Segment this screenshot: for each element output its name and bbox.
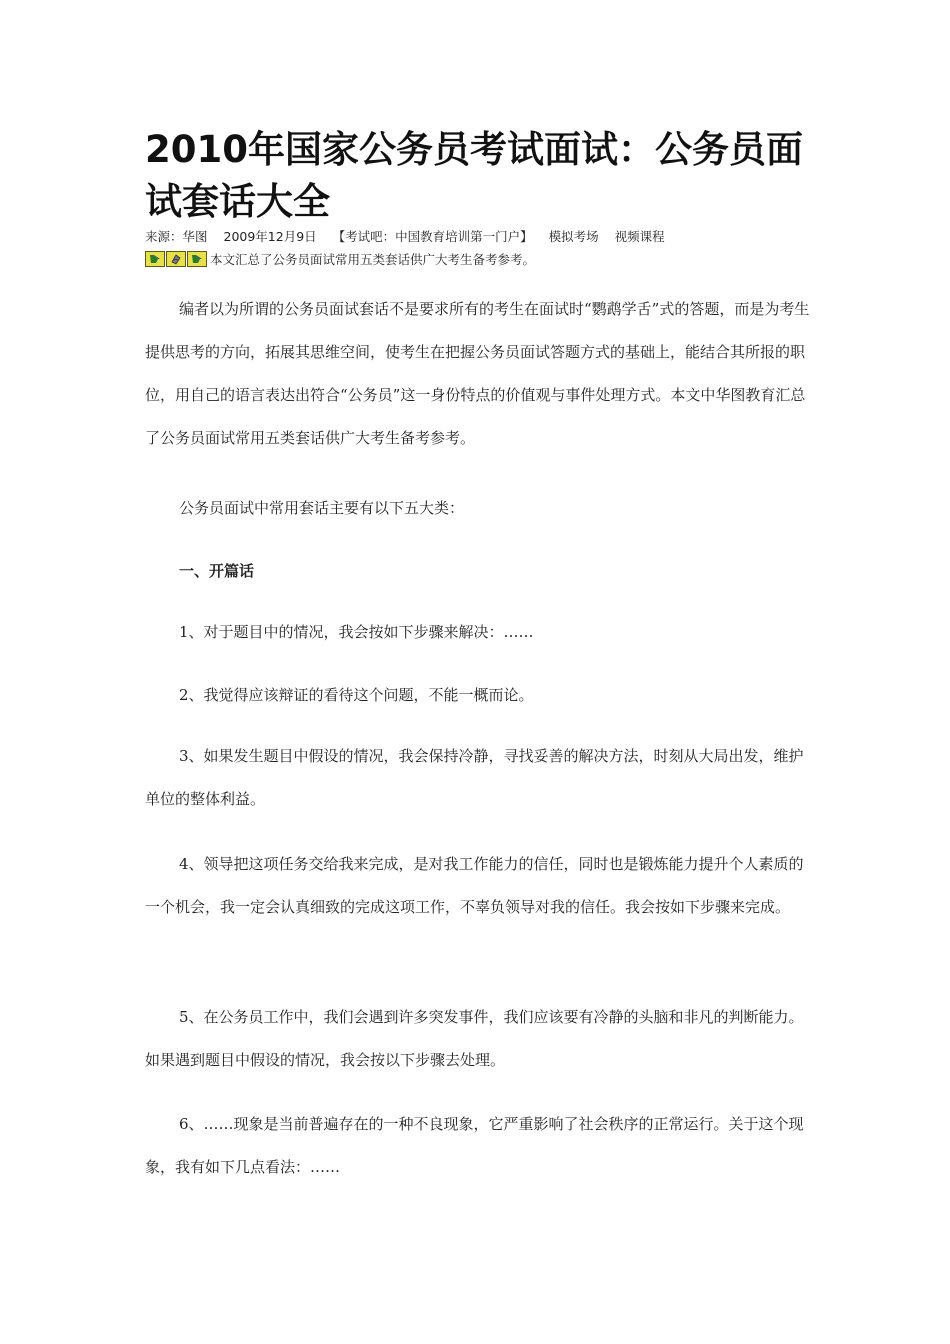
publish-date: 2009年12月9日 — [223, 229, 317, 244]
list-item: 5、在公务员工作中，我们会遇到许多突发事件，我们应该要有冷静的头脑和非凡的判断能力。如果遇到题目中假设的情况，我会按以下步骤去处理。 — [145, 1008, 804, 1069]
print-icon[interactable] — [166, 251, 186, 267]
article-meta — [145, 228, 677, 246]
list-item: 4、领导把这项任务交给我来完成，是对我工作能力的信任，同时也是锻炼能力提升个人素质的一个机会，我一定会认真细致的完成这项工作，不辜负领导对我的信任。我会按如下步骤来完成。 — [145, 855, 804, 916]
list-item: 6、……现象是当前普遍存在的一种不良现象，它严重影响了社会秩序的正常运行。关于这个现象，我有如下几点看法：…… — [145, 1115, 804, 1176]
article-summary: 本文汇总了公务员面试常用五类套话供广大考生备考参考。 — [210, 252, 536, 267]
lead-paragraph: 公务员面试中常用套话主要有以下五大类： — [179, 499, 465, 517]
site-link[interactable]: 【考试吧：中国教育培训第一门户】 — [332, 229, 533, 244]
source-label: 来源：华图 — [145, 229, 208, 244]
bookmark-icon[interactable] — [145, 251, 165, 267]
intro-paragraph: 编者以为所谓的公务员面试套话不是要求所有的考生在面试时“鹦鹉学舌”式的答题，而是为考生提供思考的方向，拓展其思维空间，使考生在把握公务员面试答题方式的基础上，能结合其所报的职位，用自己的语言表达出符合“公务员”这一身份特点的价值观与事件处理方式。本文中华图教育汇总了公务员面试常用五类套话供广大考生备考参考。 — [145, 300, 810, 447]
mock-exam-link[interactable]: 模拟考场 — [548, 229, 599, 244]
page-title: 2010年国家公务员考试面试：公务员面试套话大全 — [145, 128, 803, 223]
video-course-link[interactable]: 视频课程 — [614, 229, 665, 244]
list-item: 1、对于题目中的情况，我会按如下步骤来解决：…… — [179, 623, 534, 641]
bookmark-icon[interactable] — [187, 251, 207, 267]
list-item: 3、如果发生题目中假设的情况，我会保持冷静，寻找妥善的解决方法，时刻从大局出发，维护单位的整体利益。 — [145, 747, 804, 808]
summary-row — [145, 250, 535, 268]
section-heading: 一、开篇话 — [179, 562, 255, 580]
list-item: 2、我觉得应该辩证的看待这个问题，不能一概而论。 — [179, 686, 534, 704]
